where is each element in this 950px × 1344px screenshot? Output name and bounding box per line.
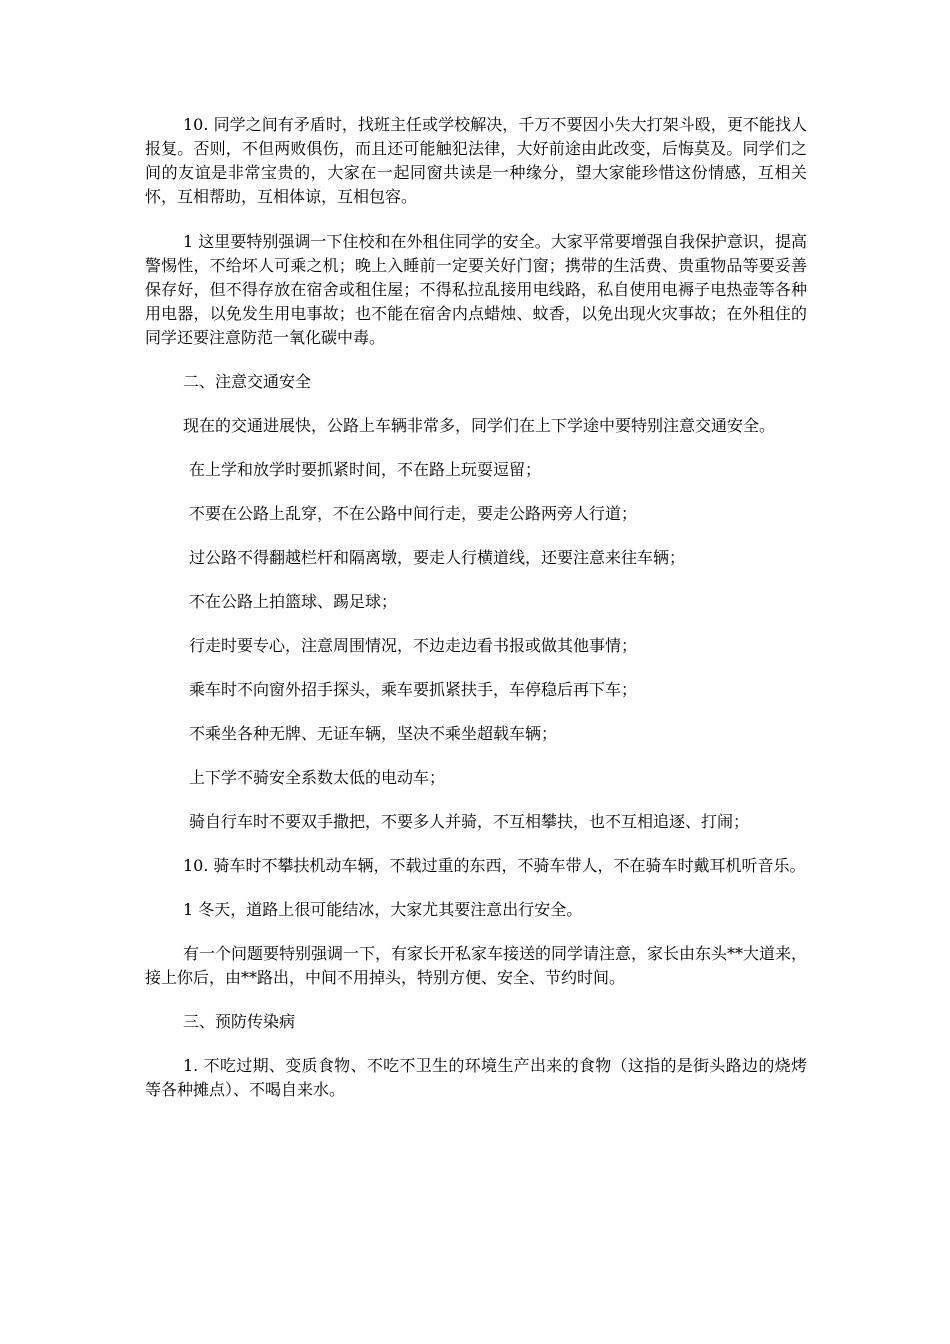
list-item: 上下学不骑安全系数太低的电动车； xyxy=(189,768,446,787)
paragraph-conflict-resolution: 10. 同学之间有矛盾时，找班主任或学校解决，千万不要因小失大打架斗殴，更不能找人报复。否则，不但两败俱伤，而且还可能触犯法律，大好前途由此改变，后悔莫及。同学们之间的友谊是非常宝贵的，大家在一起同窗共读是一种缘分，望大家能珍惜这份情感，互相关怀，互相帮助，互相体谅，互相包容。 xyxy=(145,115,807,206)
list-item: 不在公路上拍篮球、踢足球； xyxy=(189,592,398,611)
list-item: 在上学和放学时要抓紧时间，不在路上玩耍逗留； xyxy=(189,460,542,479)
section-heading-disease-prevention: 三、预防传染病 xyxy=(183,1012,296,1031)
paragraph-traffic-intro: 现在的交通进展快，公路上车辆非常多，同学们在上下学途中要特别注意交通安全。 xyxy=(183,416,776,435)
list-item: 不要在公路上乱穿，不在公路中间行走，要走公路两旁人行道； xyxy=(189,504,638,523)
document-body xyxy=(145,113,807,1102)
list-item: 乘车时不向窗外招手探头，乘车要抓紧扶手，车停稳后再下车； xyxy=(189,680,638,699)
paragraph-food-safety: 1. 不吃过期、变质食物、不吃不卫生的环境生产出来的食物（这指的是街头路边的烧烤等各种摊点）、不喝自来水。 xyxy=(145,1056,807,1099)
section-heading-traffic-safety: 二、注意交通安全 xyxy=(183,372,312,391)
list-item: 骑自行车时不要双手撒把，不要多人并骑，不互相攀扶，也不互相追逐、打闹； xyxy=(189,812,750,831)
paragraph-winter-ice: 1 冬天，道路上很可能结冰，大家尤其要注意出行安全。 xyxy=(183,900,583,919)
paragraph-parent-pickup: 有一个问题要特别强调一下，有家长开私家车接送的同学请注意，家长由东头**大道来，接上你后，由**路出，中间不用掉头，特别方便、安全、节约时间。 xyxy=(145,944,808,987)
list-item: 行走时要专心，注意周围情况，不边走边看书报或做其他事情； xyxy=(189,636,638,655)
list-item: 不乘坐各种无牌、无证车辆，坚决不乘坐超载车辆； xyxy=(189,724,558,743)
paragraph-boarding-safety: 1 这里要特别强调一下住校和在外租住同学的安全。大家平常要增强自我保护意识，提高警惕性，不给坏人可乘之机；晚上入睡前一定要关好门窗；携带的生活费、贵重物品等要妥善保存好，但不得存放在宿舍或租住屋；不得私拉乱接用电线路，私自使用电褥子电热壶等各种用电器，以免发生用电事故；也不能在宿舍内点蜡烛、蚊香，以免出现火灾事故；在外租住的同学还要注意防范一氧化碳中毒。 xyxy=(145,232,807,347)
list-item: 过公路不得翻越栏杆和隔离墩，要走人行横道线，还要注意来往车辆； xyxy=(189,548,686,567)
list-item: 10. 骑车时不攀扶机动车辆，不载过重的东西，不骑车带人，不在骑车时戴耳机听音乐。 xyxy=(183,856,806,875)
